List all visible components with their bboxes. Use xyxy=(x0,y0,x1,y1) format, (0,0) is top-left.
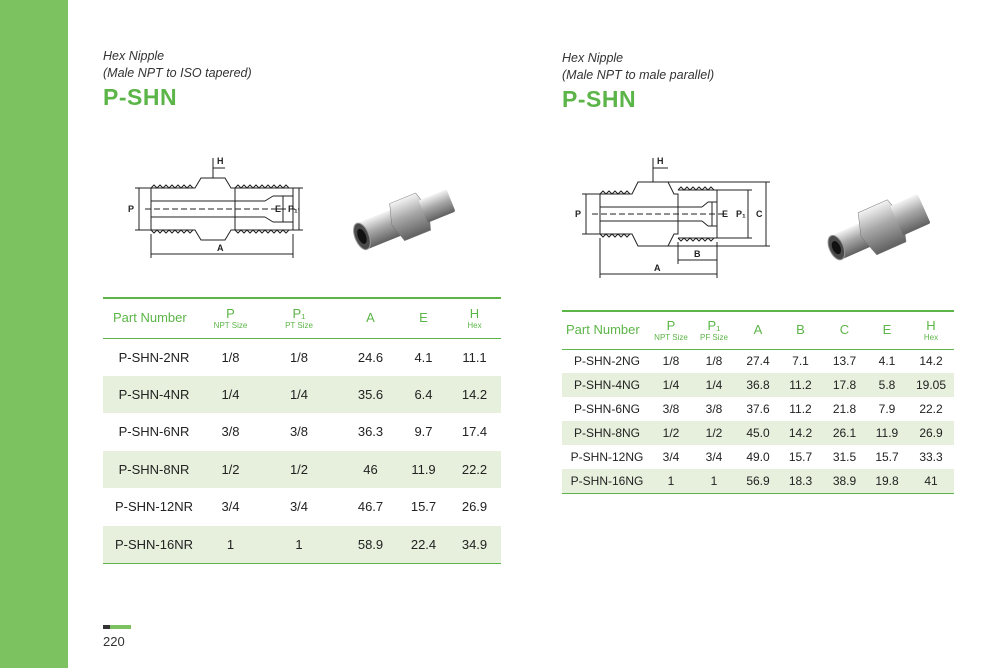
table-cell: 3/4 xyxy=(662,450,680,464)
right-dimension-diagram xyxy=(572,152,777,280)
table-cell: 56.9 xyxy=(738,469,778,493)
table-cell: 18.3 xyxy=(778,469,823,493)
table-cell: 1 xyxy=(690,469,738,493)
part-number-cell: P-SHN-12NR xyxy=(114,499,193,515)
table-cell: 15.7 xyxy=(788,450,813,464)
table-cell: 1/8 xyxy=(662,354,680,369)
left-subtitle-line1: Hex Nipple xyxy=(103,49,165,63)
left-dim-label-h: H xyxy=(217,156,224,166)
left-header-part-number: Part Number xyxy=(113,310,187,326)
table-cell: 17.8 xyxy=(823,373,866,397)
part-number-cell: P-SHN-4NR xyxy=(103,376,205,414)
table-cell: 3/8 xyxy=(662,402,680,416)
right-product-photo xyxy=(818,186,938,266)
left-dim-label-p: P xyxy=(128,204,135,214)
left-product-title: P-SHN xyxy=(103,84,178,110)
side-color-bar xyxy=(0,0,68,668)
table-cell: 4.1 xyxy=(414,349,433,365)
left-spec-table xyxy=(103,297,501,564)
table-cell: 1/2 xyxy=(652,421,690,445)
table-row xyxy=(103,451,501,489)
right-dim-label-a: A xyxy=(654,263,661,273)
table-cell: 14.2 xyxy=(448,376,501,414)
table-cell: 1/8 xyxy=(221,349,240,365)
table-cell: 34.9 xyxy=(448,526,501,564)
table-cell: 17.4 xyxy=(461,424,488,440)
part-number-cell: P-SHN-12NG xyxy=(570,450,644,464)
table-cell: 45.0 xyxy=(738,421,778,445)
table-cell: 26.9 xyxy=(908,421,954,445)
right-product-heading xyxy=(562,50,714,113)
left-dim-label-a: A xyxy=(217,243,224,253)
right-subtitle-line1: Hex Nipple xyxy=(562,51,624,65)
table-cell: 7.9 xyxy=(878,402,896,416)
table-cell: 26.1 xyxy=(823,421,866,445)
part-number-cell: P-SHN-2NR xyxy=(118,349,190,365)
table-cell: 27.4 xyxy=(746,354,770,369)
table-cell: 22.2 xyxy=(919,402,943,416)
table-cell: 11.1 xyxy=(462,349,487,365)
table-cell: 26.9 xyxy=(461,499,488,515)
table-cell: 1/8 xyxy=(705,354,723,369)
left-header-p1: P₁ PT Size xyxy=(285,305,313,330)
left-product-heading xyxy=(103,48,252,111)
table-cell: 11.9 xyxy=(866,421,908,445)
left-dim-label-p1: P₁ xyxy=(288,204,298,214)
table-cell: 14.2 xyxy=(919,354,943,369)
right-subtitle-line2: (Male NPT to male parallel) xyxy=(562,68,715,82)
right-header-p1: P₁ PF Size xyxy=(699,317,728,342)
table-cell: 1 xyxy=(205,526,256,564)
table-cell: 37.6 xyxy=(746,402,770,416)
table-cell: 11.2 xyxy=(778,373,823,397)
table-cell: 3/8 xyxy=(221,424,240,440)
table-cell: 1 xyxy=(652,469,690,493)
table-row xyxy=(562,349,954,373)
table-cell: 49.0 xyxy=(746,450,770,464)
table-cell: 11.9 xyxy=(399,451,448,489)
right-header-e: E xyxy=(882,322,892,338)
right-dim-label-b: B xyxy=(694,249,701,259)
right-header-part-number: Part Number xyxy=(566,322,640,338)
table-cell: 5.8 xyxy=(866,373,908,397)
table-cell: 1/2 xyxy=(205,451,256,489)
page-marker-bar xyxy=(103,625,131,629)
part-number-cell: P-SHN-4NG xyxy=(562,373,652,397)
table-row xyxy=(562,469,954,493)
table-cell: 19.8 xyxy=(866,469,908,493)
table-cell: 13.7 xyxy=(832,354,857,369)
table-cell: 1/4 xyxy=(652,373,690,397)
right-spec-table xyxy=(562,310,954,494)
table-cell: 4.1 xyxy=(878,354,896,369)
table-cell: 41 xyxy=(908,469,954,493)
table-cell: 1 xyxy=(256,526,342,564)
table-cell: 21.8 xyxy=(832,402,857,416)
table-cell: 3/8 xyxy=(705,402,723,416)
table-cell: 31.5 xyxy=(832,450,857,464)
table-cell: 6.4 xyxy=(399,376,448,414)
table-cell: 36.3 xyxy=(357,424,384,440)
table-cell: 46.7 xyxy=(357,499,384,515)
right-dim-label-c: C xyxy=(756,209,763,219)
table-cell: 1/2 xyxy=(256,451,342,489)
left-header-a: A xyxy=(366,310,375,326)
table-cell: 36.8 xyxy=(738,373,778,397)
right-table-header-row xyxy=(562,311,954,349)
table-cell: 15.7 xyxy=(875,450,899,464)
table-cell: 9.7 xyxy=(414,424,433,440)
table-row xyxy=(562,421,954,445)
part-number-cell: P-SHN-6NR xyxy=(118,424,190,440)
left-header-h: H Hex xyxy=(467,305,482,330)
part-number-cell: P-SHN-8NR xyxy=(103,451,205,489)
part-number-cell: P-SHN-16NR xyxy=(103,526,205,564)
table-cell: 3/8 xyxy=(289,424,309,440)
right-product-title: P-SHN xyxy=(562,86,637,112)
table-cell: 22.2 xyxy=(448,451,501,489)
right-dim-label-p: P xyxy=(575,209,582,219)
table-cell: 58.9 xyxy=(342,526,399,564)
right-header-c: C xyxy=(839,322,850,338)
table-cell: 14.2 xyxy=(778,421,823,445)
table-cell: 15.7 xyxy=(410,499,437,515)
table-cell: 1/4 xyxy=(256,376,342,414)
table-row xyxy=(103,526,501,564)
part-number-cell: P-SHN-16NG xyxy=(562,469,652,493)
right-dim-label-h: H xyxy=(657,156,664,166)
table-cell: 19.05 xyxy=(908,373,954,397)
table-row xyxy=(103,488,501,526)
right-header-a: A xyxy=(753,322,763,338)
table-cell: 3/4 xyxy=(221,499,240,515)
table-row xyxy=(103,338,501,376)
table-cell: 3/4 xyxy=(705,450,723,464)
left-subtitle-line2: (Male NPT to ISO tapered) xyxy=(103,66,252,80)
part-number-cell: P-SHN-6NG xyxy=(573,402,640,416)
table-cell: 7.1 xyxy=(792,354,809,369)
table-row xyxy=(562,397,954,421)
table-row xyxy=(103,376,501,414)
table-cell: 46 xyxy=(342,451,399,489)
left-product-photo xyxy=(340,178,465,256)
table-cell: 1/4 xyxy=(205,376,256,414)
right-header-b: B xyxy=(796,322,805,338)
table-row xyxy=(103,413,501,451)
left-header-e: E xyxy=(419,310,428,326)
table-row xyxy=(562,445,954,469)
left-table-header-row xyxy=(103,298,501,338)
left-dim-label-e: E xyxy=(275,204,282,214)
page-number: 220 xyxy=(103,634,125,649)
table-cell: 22.4 xyxy=(399,526,448,564)
right-dim-label-p1: P₁ xyxy=(736,209,746,219)
table-cell: 38.9 xyxy=(823,469,866,493)
table-cell: 35.6 xyxy=(342,376,399,414)
right-dim-label-e: E xyxy=(722,209,729,219)
part-number-cell: P-SHN-8NG xyxy=(562,421,652,445)
table-cell: 1/4 xyxy=(690,373,738,397)
part-number-cell: P-SHN-2NG xyxy=(573,354,640,369)
table-cell: 1/2 xyxy=(690,421,738,445)
table-cell: 11.2 xyxy=(789,402,812,416)
table-cell: 24.6 xyxy=(357,349,384,365)
left-dimension-diagram xyxy=(125,150,315,262)
table-cell: 33.3 xyxy=(919,450,943,464)
left-header-p: P NPT Size xyxy=(213,305,248,330)
table-cell: 1/8 xyxy=(289,349,309,365)
table-row xyxy=(562,373,954,397)
right-header-p: P NPT Size xyxy=(654,317,688,342)
table-cell: 3/4 xyxy=(289,499,309,515)
right-header-h: H Hex xyxy=(923,317,939,342)
